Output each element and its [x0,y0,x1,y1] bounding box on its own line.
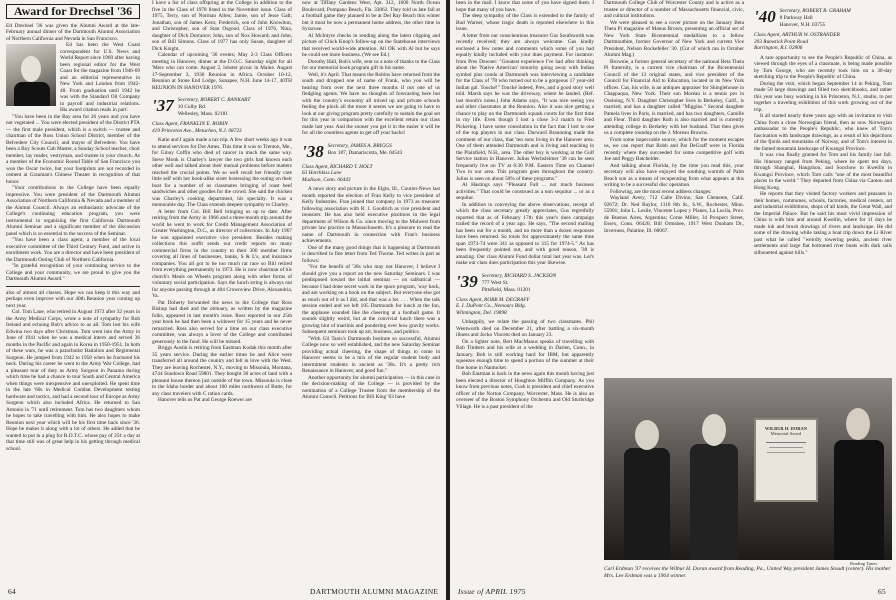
class-year: '37 [152,96,174,115]
secretary-name: Secretary, RICHARD S. JACKSON [481,272,557,279]
agent-address: 419 Princeton Ave., Metuchen, N.J. 08723 [152,127,242,134]
class38-text: A news story and picture in the Elgin, Ill., Courier-News last month reported the election of Fran Kelly to vice president of Kelly Industries. Fran joined that company in 1973 as treasurer following association with R. J. Goodrich as vice president and treasurer. He has also held executive positions in the legal department of Wilson & Co. since moving to the Midwest from private law practice in Massachusetts. It's a pleasure to read the name of Dartmouth in connection with Fran's business achievements. [302,186,440,244]
class36-text: Col. Tom Lane, who retired in August 1973 after 32 years in the Army Medical Corps, wrote a note of sympathy for Bob Ireland and echoing Bob's advice to us all. Tom lost his wife Edwina two days after Christmas. Tom went into the Army in June of 1941 when he was a medical intern and served 36 months in the Pacific and again in Korea in 1950-1951. In both of these wars, he was a parachutist Battalion and Regimental Surgeon. He jumped from 1942 to 1958 when he fractured his neck. During his career he went to the Army War College, had a pleasant tour of duty as Army Surgeon in Panama during which time he had a chance to tour South and Central America when things were inexpensive and unexploited. He spent time in the late '60s in Medical Combat Development testing hardware and tactics, and had a second tour of Europe as Army Surgeon which also included Africa. He returned to San Antonio in '71 until retirement. Tom has two daughters whom he hopes to take travelling with him. He also hopes to make Reunion next year which will be his first time back since '36. Hope he makes it along with a lot of others. He added that he wanted to put in a plug for R.O.T.C. whose pay of 25¢ a day at that time still was of great help in his getting through medical school. [6,309,140,452]
class-agent [456,297,594,317]
class-agent [302,164,440,184]
class38-text: Al Hastings says "Pleasant Fall ... not much business activities." That could be construed as a non sequitur ... or as a sequitur. [456,182,594,201]
class36-text: I have a list of class offspring at the College in addition to the five in the Class of 1978 listed in the November issue. Class of 1975, Terry, son of Norman Allen; Jamie, son of Jesse Galt; Jonathan, son of James Kern; Frederick, son of John Knowlton, and Christopher, son of Stan Osgood. Class of 1976, Nina, daughter of Dick Dorrance; John, son of Nox Howard; and John, son of Bill Simons. Class of 1977 has only Susan, daughter of Dick Knight. [152,0,292,52]
class38-heading [302,143,440,161]
class36-text: also of almost all classes. Hope we can keep it this way and perhaps even improve with our 40th Reunion year coming up next year. [6,289,140,309]
award-paragraph: Ed has been the West Coast correspondent for U.S. News and World Report since 1969 after having been regional editor for the West Coast for the magazine from 1946-69 and an editorial representative in New York and London from 1942-48. From graduation until 1942 he was with the Standard Oil Company in payroll and industrial relations. His award citation reads in part: [60,42,140,113]
class37-text: Al McIntyre checks in sending along the latest clipping and picture of Chick Knop's follow-up on the Statehouse interviews that received world-wide attention. All OK with Al but he says he could see more business. (We see Ed.) [302,32,440,58]
secretary-address: Pittsfield, Mass. 01201 [481,286,531,293]
class37-text: Well, it's April. That means the Robins have returned from the south and dropped one of name of Frank, who you will be hearing from over the next three months if not one of us fledgling agents. We have no thoughts of forecasting here but with the country's economy all mixed up and private schools feeling the pinch all the more it seems we are going to have to look at our giving program pretty carefully to sustain the goal set for this year in comparison with the excellent return our class made last year. And the sooner you get it in the easier it will be for all the countless agents to get off your backs! [302,71,440,136]
class39-text: And talking about Florida, by the time you read this, your secretary will also have enjoyed the southing warmth of Palm Beach sun as a means of recuperating from what appears at this writing to be a successful disc operation. [604,162,744,188]
class38-text: "For the benefit of '38s who may not Hanover, I believe I should give you a report on the new Saturday Seminars. I was predisposed toward the initial seminar — on sabbatical — because I had done secret work in the space program, 'way back, and am working on a book on the subject. But everyone else got as much out of it as I did, and that was a lot. . . . When the talk session ended and we left 105 Dartmouth for lunch at the Inn, the applause sounded like the cheering at a football game. It sounds slightly weird, but at the convivial lunch there was a growing hint of martinis and pondering over how gravity works. Subsequent seminars took up art, business, and politics. [302,264,440,335]
class39-text: Following, are the most recent address changes: [610,188,712,195]
issue-date: Issue of APRIL 1975 [458,587,526,596]
class39-text: Unhappily, we relate the passing of two classmates. Phil Wentworth died on December 21, after battling a six-month illness and Jocko Vincent died on January 23. [456,319,594,338]
class40-text: During the visit, which began September 14 in Peking, Tom made 50 large drawings and filled two sketchbooks, and rather this year was busy working in his Princeton, N.J., studio, to put together a traveling exhibition of this work growing out of the trip. [754,80,892,113]
class-year: '40 [754,7,776,26]
right-column-2 [604,0,744,372]
award-quote: "In grateful recognition of your continuing service to the College and your community, we are proud to give you the Dartmouth Alumni Award." [6,263,140,282]
class39-text: From some impeccable source, which for the moment escapes us, we can report that Robb and Pat DeGraff were in Florida recently where they succeeded for some competitive golf with Joe and Peggy Batchelder. [604,136,744,162]
agent-name: Class Agent, ARTHUR W. OSTRANDER [754,32,840,38]
class39-text: We were pleased to see a cover picture on the January Beta Theta Pi magazine of Manus Brown, presenting an official set of New York State Bicentennial medallions to a fellow Dartmouthite, former Governor of New York and current Vice President, Nelson Rockefeller '30. (Cut of which ran in October Alumni Mag.) [604,19,744,58]
class40-text: It was visa finally granted for Tom and his family last fall. His itinerary ranged from Peking, where he spent ten days, through Shanghai, Hangzhou, and Soochow to Kweilin in Kwangsi Province, which Tom calls "one of the most beautiful places in the world." They departed from China via Canton and Hong Kong. [754,152,892,191]
person-right [834,440,884,560]
left-column-1 [6,0,140,585]
class38-text: A letter from our conscientious treasurer Gus Southworth was recently received; they are always welcome. Gus kindly enclosed a few notes and comments which some of you had equally kindly included with your dues payment. For instance: from Pres Downer: "Greatest experience I've had after thinking about the 'Native American' minority going away with Indian symbol plus condo at Dartmouth was interviewing a candidate for the Class of '78 who turned out to be a gorgeous 17 year-old Indian gal. Touché!" Touché indeed, Pres, and a good story well told. Marsh says he was the driveway, where he landed. (Ref. last month's notes.) John Adams says, "It was nice seeing you and other classmates at the Reunion. Also it was nice getting a chance to play on the Dartmouth squash courts for the first time in my life. Even though I lost a close 3-2 match to Fred Pickering. I have some consolation in the fact that I lost to one of the top players in our class. Durward Braunning made the comment of our class, that 'ten sons living in the Hanover area. One of them attended Dartmouth and is living and teaching in the Plainfield, N.H., area. The other boy is working at the Gulf Service station in Hanover. Julius Wechsleimer '38 can be seen frequently live on TV at 6:30 P.M. Eastern Time on Channel Two in our area. This program goes throughout the country. Julius is seen on about 50% of these programs." [456,32,594,182]
person-center [690,444,738,560]
agent-address: Wilmington, Del. 19898 [456,309,507,316]
award-quote: "You have been in the Bay area for 26 years and you have not vegetated ... You were elected president of the District PTA — the first male president, which is a switch — trustee and chairman of the Ross Union School District, member of the Belvedere City Council, and mayor of Belvedere. You have been a Boy Scouts Cub Master, a Sunday School teacher, choir member, lay reader, vestryman, and trustee in your church. As a member of the Economic Round Table of San Francisco you won the Oscar twice, but your footprints are not recorded in cement at Grauman's Chinese Theater in recognition of that honor. [6,113,140,185]
award-quote: "You have been a class agent, a member of the local executive committee of the Third Century Fund, and active in enrollment work. You are a director and have been president of the Dartmouth Outing Club of Northern California. [6,237,140,263]
right-column-3 [754,0,892,372]
plaque-subtitle: Memorial Award [770,431,802,436]
agent-name: Class Agent, ROBB M. DEGRAFF [456,296,530,303]
secretary-address: 777 West St. [481,279,509,286]
class37-text: Pat Doherty forwarded the news to the College that Ross Bishop had died and the obituary, as written by the magazine folks, appeared in last month's issue. Ross reported in our 25th year book he had then been a widower for 15 years and he never remarried. Ross also served for a time on our class executive committee, was always a lover of the College and contributed generously to the fund. He will be missed. [152,299,292,345]
secretary-name: Secretary, ROBERT B. GRAHAM [779,8,851,14]
class38-text: been in the mail. I know that some of you have signed them. I hope that many of you have. [456,0,594,13]
class39-address-changes: Wayland Avery, 712 Calle Divino, San Clemente, Calif. 92672; Dr. Ned Baylor, 1116 8th St., S.W., Rochester, Minn. 55901; John L. Leslie, Vincente Lopez y Planes, La Lucila, Prov. de Buenos Aires, Argentina; Corne Miller, 34 Prospect Street, Essex, Conn. 06426; Bill Ormsbee, 1917 West Dunham Dr., Inverness, Palatine, Ill. 60067. [604,195,744,234]
agent-address: 303 Rumstick Point Road [754,38,808,45]
class38-text: One of the many good things that is happening at Dartmouth is described in fine letter from Ted Thorne. Ted writes in part as follows: [302,244,440,264]
class38-text: The deep sympathy of the Class is extended to the family of Bud Warner, whose tragic death is reported elsewhere in this issue. [456,13,594,32]
photo-caption: Carl Erdman '37 receives the Wilbur H. Doran award from Reading, Pa., United Way president James Stoudt (center). His mother Mrs. Lee Erdman was a 1964 winner. [604,566,891,579]
award-box-title: Award for Drechsel '36 [6,4,140,19]
class37-text: Dorothy Hall, Bob's wife, sent us a note of thanks to the Class for our memorial book program gift in his name. [302,58,440,71]
class40-text: He reports that they visited factory workers and peasants in their homes, communes, schools, factories, medical centers, art and industrial exhibitions, shops of all kinds, the Great Wall, and the Imperial Palace. But he said his most vivid impression of China is with him and around Kweilin, where for 11 days he made ink and brush drawings of rivers and landscape. He did some of the drawing while taking a boat trip down the Li River past what he called "weirdly towering peaks, ancient river settlements and large flat bottomed river boats with dark sails silhouetted against hills." [754,191,892,256]
secretary-name: Secretary, JAMES A. BRIGGS [327,142,392,149]
class37-text: now at Tiffany Gardens West, Apt. 312, 1600 North Ocean Boulevard, Pompano Beach, Fla. 33062. They told us late fall at a football game they planned to be at Del Ray Beach this winter but it must be now a permanent home address, the other time in Syracuse. [302,0,440,32]
class39-text: On a lighter note, Bert MacManus speaks of travelling with Bob Timbers and his wife at a wedding in Darien, Conn., in January. Bob is still working hard for IBM, but apparently squeezes enough time to spend a portion of the summer at their fine home in Nantucket. [456,338,594,371]
secretary-address: Box 187, Damariscotta, Me. 04543 [327,149,403,156]
person-right-head [846,408,870,440]
agent-address: E. I. DuPont Co., Nemours Bldg. [456,303,527,309]
agent-name: Class Agent, FRANKLIN E. ROBIN [152,121,228,127]
drechsel-portrait [6,44,56,106]
class40-heading [754,8,892,29]
award-box [6,23,140,283]
secretary-address: Hanover, N.H. 03755 [779,22,826,28]
award-quote: "Your contributions to the College have been equally impressive. You were president of the Dartmouth Alumni Association of Northern California & Nevada and a member of the Alumni Council. Always an enthusiastic advocate of the College's continuing education program, you were instrumental in organizing the first California Dartmouth Alumni Seminar and a significant member of the discussion panel which is so essential to the success of the Seminar. [6,185,140,237]
class36-text: Calendar of upcoming '36 events; May 2-3 Class Officers meeting in Hanover, dinner at the D.O.C. Saturday night for all 'Mers who can come. August 2, lobster picnic in Maine. August 17-September 3, 1936 Reunion in Africa. October 10-12, Reunion at Stone End Lodge, Sunapee, N.H. June 14-17, 40TH REUNION IN HANOVER 1976. [152,52,292,91]
secretary-name: Secretary, ROBERT C. BANKART [177,97,251,103]
class37-text: A letter from Col. Bill Bell bringing us up to date. After retiring from the Army in 1966 and a three-month trip around the world he went to work for Credit Management Association of Greater Washington, D.C., as director of collections. In July 1967 he was appointed executive vice president. Besides making collections this outfit sends out credit reports on many commercial firms in the country to their 300 member firms covering all lines of businesses, banks, S & L's, and insurance companies. You all got to be too much rat race so Bill retired from everything permanently in 1973. He is now chairman of his church's Meals on Wheels program along with other forms of voluntary social participation. Says the lunch string is always out for anyone passing through at 404 Crownview Drive, Alexandria, Va. [152,208,292,299]
class39-heading [456,273,594,294]
award-paragraph: Ed Drechsel '36 was given the Alumni Award at the late-February annual dinner of the Dartmouth Alumni Association of Northern California and Nevada in San Francisco. [6,22,140,42]
secretary-address: 10 Colby Rd. [177,104,207,110]
page-number-left: 64 [8,587,17,596]
class-year: '38 [302,141,324,161]
left-column-3 [302,0,440,585]
right-column-1 [456,0,594,585]
person-left [624,448,670,560]
award-photo [604,378,892,560]
class38-text: In addition to conveying the above observations, receipt of which the class secretary greatly appreciates, Gus regretfully reported that as of February 17th this year's dues campaign trailed the record of a year ago. He says, "The second mailing has been out for a month, and no more than a dozen responses have been returned. So totals for approximately the same time span 1973-74 were 341 as opposed to 315 for 1974-5." As has been frequently pointed out, and with good reason, '38 is amazing. Our class Alumni Fund dollar total last year was. Let's make our class dues participation this year likewise. [456,201,594,266]
class40-text: It all started nearly three years ago with an invitation to visit China from a close Norwegian friend, then as now Norwegian ambassador to the People's Republic, who knew of Tom's fascination with landscape drawings, as a result of his depictions of the fjords and mountains of Norway, and of Tom's interest in the famed mountain landscape of Kwangsi Province. [754,113,892,152]
agent-address: Barrington, R.I. 02806 [754,45,803,51]
class39-text: Dartmouth College Club of Worcester County and is active as a trustee or director of a number of Massachusetts financial, civic, and cultural institutions. [604,0,744,19]
class40-text: A rare opportunity to see the People's Republic of China, as viewed through the eyes of a classmate, is being made possible by Tom George, who are recently took him on a 30-day sketching trip to the People's Republic of China. [754,54,892,80]
class37-text: Katie and I again made a tax trip. A few short weeks ago it was to attend services for Dot Ames. This time it was to Trenton, Me., for Ginny Coffin who died of cancer in much the same way. Steve Monk is Charley's lawyer the two girls had known each other well and talked about their mutual problems before matters reached the crucial points. We so well recall her friendly cute little self with her book-alike sister hostessing the outing on their boat for a number of us classmates bringing of roast beef sandwiches and other goodies for the crowd. She said the chicken was Charley's cooking department, his specialty. It was a memorable day. The Class extends deepest sympathy to Charley. [152,137,292,208]
class39-text: Bob Eastman is back in the news again this month having just been elected a director of Houghton Mifflin Company. As you know from previous notes, Cush is president and chief executive officer of the Norton Company, Worcester, Mass. He is also an overseer of the Boston Symphony Orchestra and Old Sturbridge Village. He is a past president of the [456,371,594,410]
left-page [0,0,446,600]
left-column-2 [152,0,292,585]
agent-address: Madison, Conn. 06443 [302,176,351,183]
class38-text: Another opportunity for alumni participation — in this case in the decision-making of the College — is provided by the nomination of a College Trustee from the membership of the Alumni Council. Petitions for Bill King '63 have [302,374,440,400]
plaque-title: WILBUR H. DORAN [764,426,808,431]
class37-heading [152,97,292,118]
class-agent [152,121,292,134]
photo-credit: Reading Times [850,561,878,566]
right-page [450,0,896,600]
magazine-name: DARTMOUTH ALUMNI MAGAZINE [310,587,439,596]
agent-address: 63 Hotchkiss Lane [302,170,342,176]
class37-text: Briggs Austin is retiring from Eastman Kodak this month after 35 years service. During the earlier times he and Alice were transferred all around the country and fell in love with the West. They are leaving Rochester, N.Y., moving to Missoula, Montana, 4744 Sundown Road 59801. They bought 30 acres of land with a pleasant house thereon just outside of the town. Missoula is close to the Idaho border and about 100 miles northwest of Butte, for any class travelers with C ration cards. [152,345,292,397]
person-center-head [702,414,726,446]
class-agent [754,32,892,52]
class39-text: Brownie, a former general secretary of the national Beta Theta Pi fraternity, is a current vice chairman of the Bicentennial Council of the 13 original states, and vice president of the Council for Financial Aid to Education, located in its New York offices. Cus, his wife, is an antiques appraiser for Shinglehouse in Chappaqua, New York. Their son Moreau is a tennis pro in Ossining, N.Y. Daughter Christopher lives in Berkeley, Calif., is married, and has a daughter called "Miggins." Second daughter Pamela lives in Paris, is married, and has two daughters, Camille and Fleur. Third daughter Ruth is also married and is currently attending college in Berkeley with her husband. That then gives us a complete roundup on the J. Moreau Browns. [604,58,744,136]
doran-award-plaque [754,418,818,502]
secretary-address: 8 Parkway Hall [779,15,813,21]
secretary-address: Wellesley, Mass. 02181 [177,111,228,117]
page-number-right: 65 [878,587,887,596]
class-year: '39 [456,271,478,291]
class37-text: Hanover tells us Pat and George Roewer are [158,397,252,403]
person-left-head [635,420,659,450]
agent-name: Class Agent, RICHARD T. HOLT [302,163,373,170]
class38-text: "With Gil Tanis's Dartmouth Institute so successful, Alumni College now so well established, and the new Saturday Seminar providing actual cheering, the shape of things to come in Hanover seems to be a mix of the regular student body and intermittent students in ancient as '38s. It's a pretty rich Renaissance in Hanover, and good fun." [302,335,440,374]
